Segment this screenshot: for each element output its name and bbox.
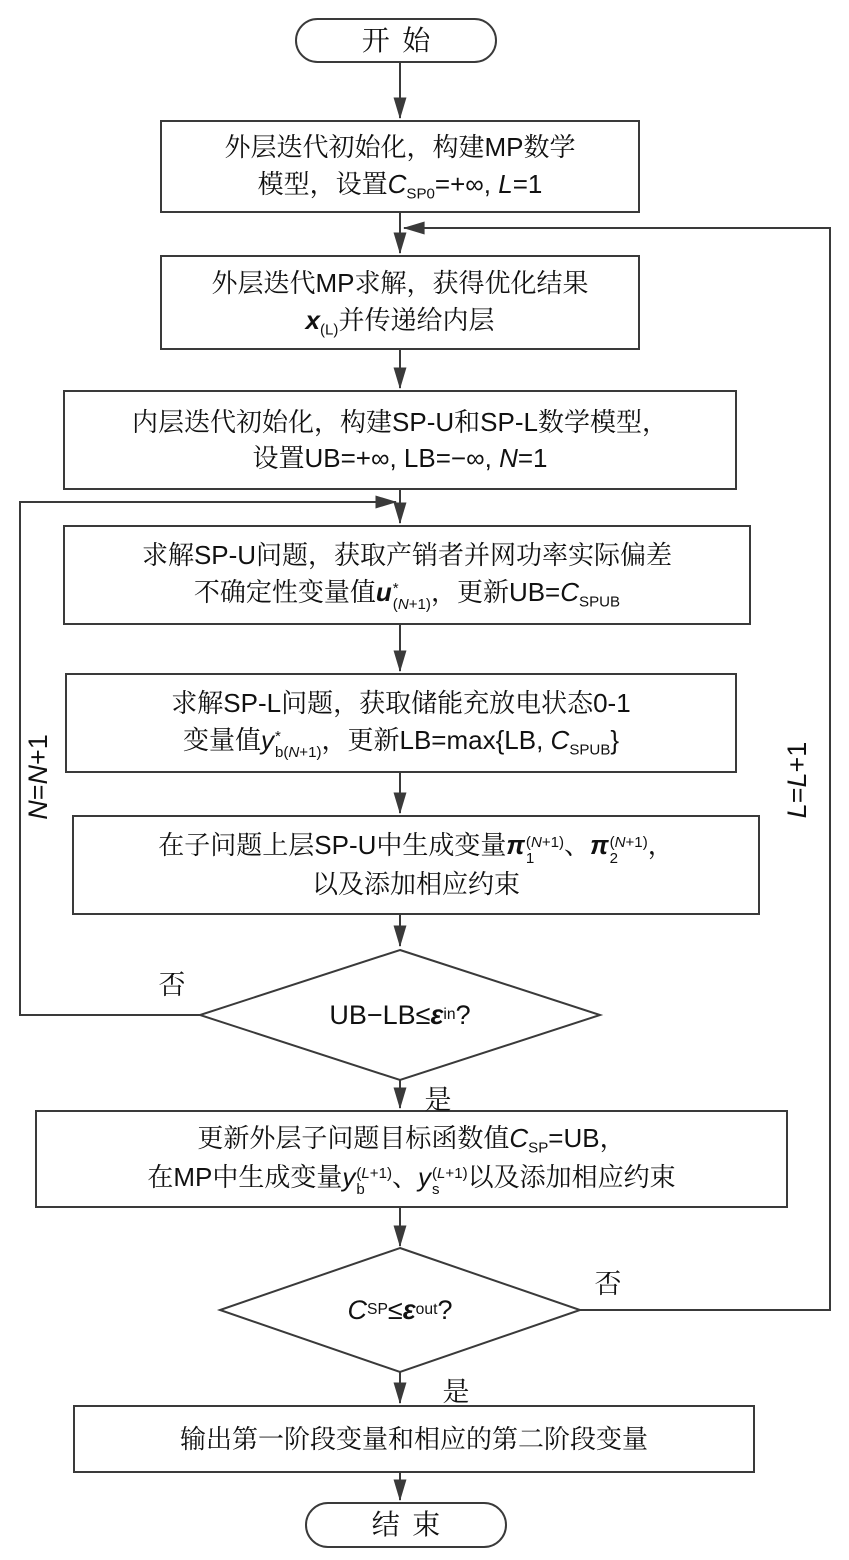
terminal-end bbox=[305, 1502, 507, 1548]
process-output bbox=[73, 1405, 755, 1473]
process-init-outer bbox=[160, 120, 640, 213]
text-line: 内层迭代初始化，构建SP-U和SP-L数学模型， bbox=[132, 406, 668, 437]
process-init-inner bbox=[63, 390, 737, 490]
text-line: 输出第一阶段变量和相应的第二阶段变量 bbox=[179, 1423, 648, 1454]
text-line: 外层迭代MP求解，获得优化结果 bbox=[211, 268, 589, 299]
text-line: 在MP中生成变量y (L+1) b 、y (L+1) s 以及添加相应约束 bbox=[147, 1161, 676, 1198]
text-line: 更新外层子问题目标函数值$C_{SP}=UB$， bbox=[197, 1123, 626, 1157]
text-line: 求解SP-U问题，获取产销者并网功率实际偏差 bbox=[141, 540, 673, 571]
process-solve-mp bbox=[160, 255, 640, 350]
text-line: 求解SP-L问题，获取储能充放电状态0-1 bbox=[171, 688, 631, 719]
text-line: 结束 bbox=[371, 1509, 453, 1541]
text-line: 在子问题上层SP-U中生成变量π (N+1) 1 、π (N+1) 2 ， bbox=[158, 830, 674, 867]
process-solve-spl bbox=[65, 673, 737, 773]
branch-label-inner-yes: 是 bbox=[424, 1084, 452, 1115]
text-line: 模型，设置$C_{SP0}=+\infty$, L=1 bbox=[257, 168, 543, 202]
text-line: 以及添加相应约束 bbox=[311, 869, 520, 900]
decision-outer-text: C SP ≤ ε out ? bbox=[347, 1294, 453, 1325]
text-line: 变量值y * b(N+1) ，更新LB=max{LB, $C_{SPUB}$} bbox=[182, 724, 620, 761]
text-line: 设置UB=+∞, LB=−∞, N=1 bbox=[252, 443, 548, 473]
text-line: 不确定性变量值u * (N+1) ，更新$UB=C_{SPUB}$ bbox=[193, 576, 621, 613]
process-solve-spu bbox=[63, 525, 751, 625]
branch-label-outer-yes: 是 bbox=[442, 1376, 470, 1407]
decision-inner-text: UB−LB≤ ε in ? bbox=[329, 999, 471, 1030]
branch-label-outer-no: 否 bbox=[594, 1268, 622, 1299]
loop-label-l-increment: L = L +1 bbox=[781, 741, 812, 819]
branch-label-inner-no: 否 bbox=[158, 969, 186, 1000]
terminal-start bbox=[295, 18, 497, 63]
text-line: 外层迭代初始化，构建MP数学 bbox=[224, 132, 576, 163]
text-line: 开始 bbox=[361, 24, 443, 56]
loop-label-n-increment: N = N +1 bbox=[22, 734, 53, 820]
process-gen-pi bbox=[72, 815, 760, 915]
process-update-outer bbox=[35, 1110, 788, 1208]
text-line: $x_{(L)}$并传递给内层 bbox=[305, 304, 495, 338]
